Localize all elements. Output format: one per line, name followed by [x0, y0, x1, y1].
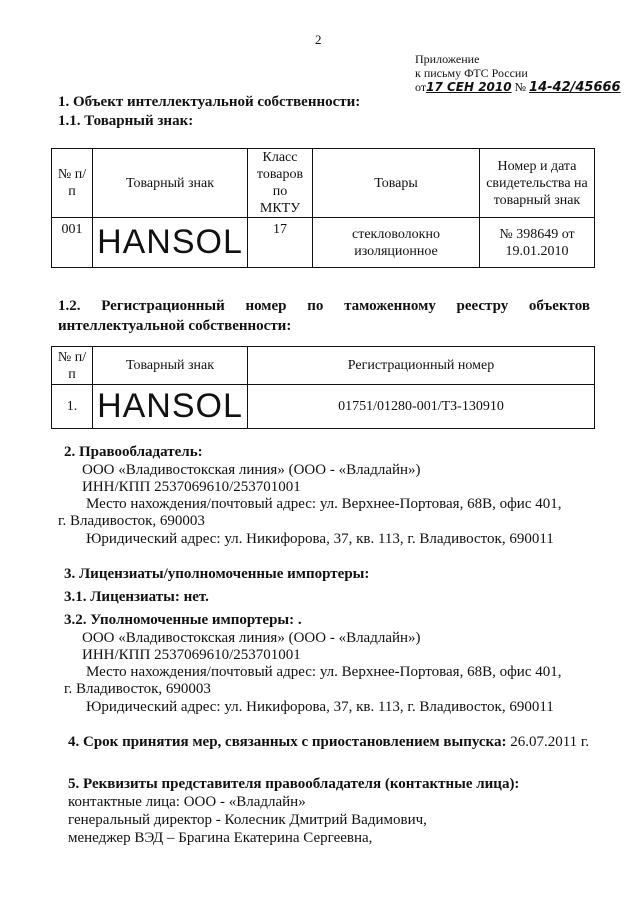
appendix-line1: Приложение: [415, 52, 480, 66]
cell-reg: № 398649 от 19.01.2010: [480, 218, 595, 268]
section5-title: 5. Реквизиты представителя правообладателя (контактные лица):: [68, 776, 520, 792]
appendix-prefix: от: [415, 80, 427, 94]
col-goods-header: Товары: [313, 149, 480, 218]
section31-label: 3.1. Лицензиаты:: [64, 589, 180, 605]
cell-num: 001: [52, 218, 93, 268]
section3-title: 3. Лицензиаты/уполномоченные импортеры:: [64, 566, 370, 582]
holder-city: г. Владивосток, 690003: [58, 513, 205, 529]
section4-line: [68, 734, 589, 751]
col-num-header: № п/п: [52, 347, 93, 385]
importer-city: г. Владивосток, 690003: [64, 681, 211, 697]
importer-legal-address: Юридический адрес: ул. Никифорова, 37, кв. 113, г. Владивосток, 690011: [86, 699, 554, 715]
trademark-table: [51, 148, 595, 268]
appendix-number: 14-42/45666: [529, 80, 621, 95]
table-row: [52, 385, 595, 429]
holder-legal-address: Юридический адрес: ул. Никифорова, 37, кв. 113, г. Владивосток, 690011: [86, 531, 554, 547]
section11-title: 1.1. Товарный знак:: [58, 113, 194, 129]
section2-title: 2. Правообладатель:: [64, 444, 203, 460]
section4-label: 4. Срок принятия мер, связанных с приостановлением выпуска:: [68, 734, 507, 750]
section1-title: 1. Объект интеллектуальной собственности:: [58, 94, 361, 110]
holder-name: ООО «Владивостокская линия» (ООО - «Владлайн»): [82, 462, 421, 478]
section31-line: [64, 589, 209, 606]
holder-address: Место нахождения/почтовый адрес: ул. Верхнее-Портовая, 68В, офис 401,: [86, 496, 562, 512]
col-class-header: Класс товаров по МКТУ: [248, 149, 313, 218]
importer-name: ООО «Владивостокская линия» (ООО - «Владлайн»): [82, 630, 421, 646]
section32-title: 3.2. Уполномоченные импортеры: .: [64, 612, 302, 628]
cell-reg: 01751/01280-001/ТЗ-130910: [248, 385, 595, 429]
contact-line1: контактные лица: ООО - «Владлайн»: [68, 794, 306, 810]
trademark-table-header: [52, 149, 595, 218]
contact-line2: генеральный директор - Колесник Дмитрий Вадимович,: [68, 812, 427, 828]
contact-line3: менеджер ВЭД – Брагина Екатерина Сергеевна,: [68, 830, 373, 846]
appendix-line2: к письму ФТС России: [415, 66, 528, 80]
cell-goods: стекловолокно изоляционное: [313, 218, 480, 268]
section12-title: 1.2. Регистрационный номер по таможенному реестру объектов интеллектуальной собственности:: [58, 298, 590, 334]
importer-inn: ИНН/КПП 2537069610/253701001: [82, 647, 301, 663]
cell-brand: HANSOL: [93, 385, 248, 429]
table-row: [52, 218, 595, 268]
holder-inn: ИНН/КПП 2537069610/253701001: [82, 479, 301, 495]
section4-value: 26.07.2011 г.: [510, 734, 590, 750]
appendix-line3: [415, 80, 621, 95]
appendix-block: [415, 52, 621, 95]
appendix-date: 17 СЕН 2010: [426, 80, 512, 94]
section31-value: нет.: [183, 589, 209, 605]
registration-table: [51, 346, 595, 429]
registration-table-header: [52, 347, 595, 385]
cell-class: 17: [248, 218, 313, 268]
col-reg-header: Номер и дата свидетельства на товарный знак: [480, 149, 595, 218]
cell-num: 1.: [52, 385, 93, 429]
col-num-header: № п/п: [52, 149, 93, 218]
cell-brand: HANSOL: [93, 218, 248, 268]
col-mark-header: Товарный знак: [93, 347, 248, 385]
col-mark-header: Товарный знак: [93, 149, 248, 218]
col-reg-header: Регистрационный номер: [248, 347, 595, 385]
page-number: 2: [315, 32, 322, 47]
appendix-no-label: №: [514, 80, 527, 94]
importer-address: Место нахождения/почтовый адрес: ул. Верхнее-Портовая, 68В, офис 401,: [86, 664, 562, 680]
